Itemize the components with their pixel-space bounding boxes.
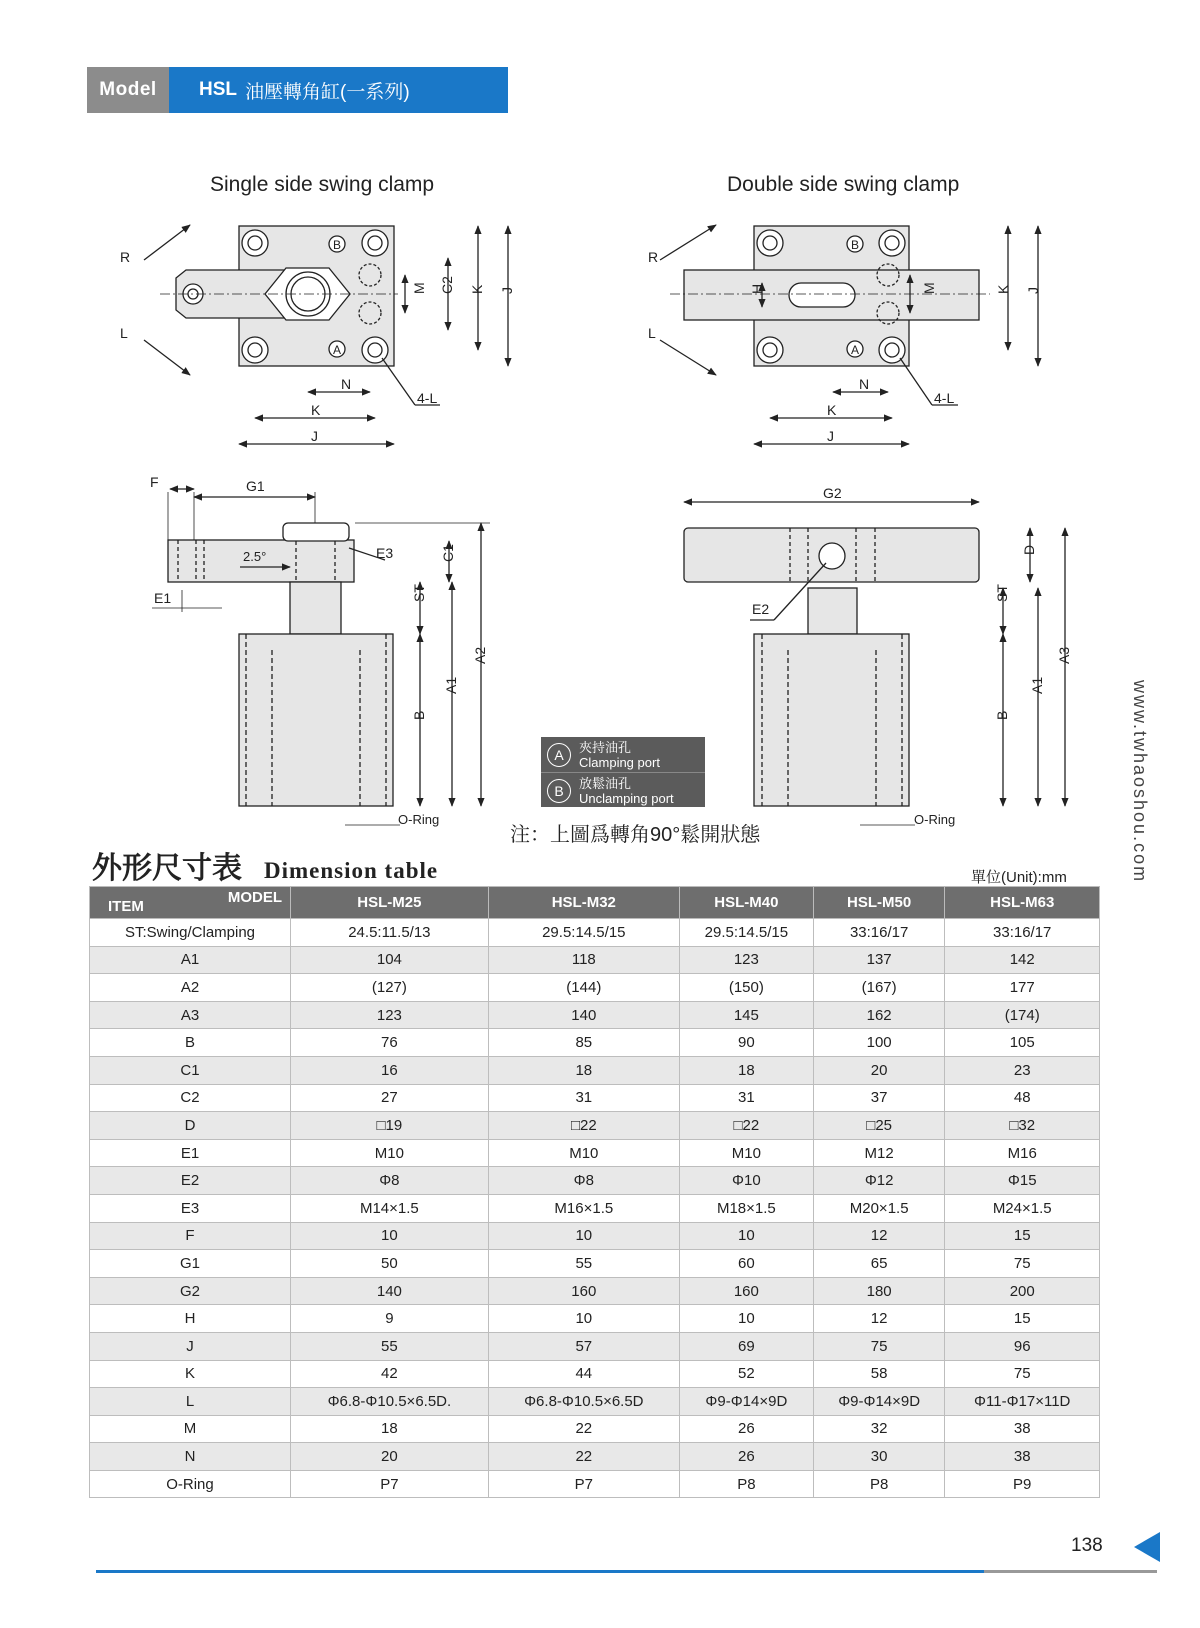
item-cell: C1 [90, 1056, 291, 1084]
value-cell: 75 [945, 1360, 1100, 1388]
single-side-view [152, 489, 490, 825]
svg-text:ST: ST [994, 584, 1010, 602]
value-cell: 104 [291, 946, 489, 974]
value-cell: 96 [945, 1332, 1100, 1360]
item-cell: G2 [90, 1277, 291, 1305]
value-cell: (144) [488, 974, 679, 1002]
svg-text:O-Ring: O-Ring [398, 812, 440, 827]
table-row [90, 1470, 1100, 1498]
value-cell: 38 [945, 1415, 1100, 1443]
value-cell: 10 [679, 1305, 813, 1333]
svg-text:F: F [150, 474, 159, 490]
single-top-view [144, 225, 508, 444]
double-side-view [684, 502, 1065, 825]
svg-text:L: L [648, 325, 656, 341]
unclamping-port-symbol: B [547, 779, 571, 803]
value-cell: 58 [813, 1360, 945, 1388]
value-cell: 18 [488, 1056, 679, 1084]
table-row [90, 974, 1100, 1002]
unit-label: 單位(Unit):mm [971, 869, 1067, 886]
value-cell: P7 [488, 1470, 679, 1498]
table-row [90, 1305, 1100, 1333]
svg-text:2.5°: 2.5° [243, 549, 267, 564]
value-cell: 38 [945, 1443, 1100, 1471]
value-cell: Φ6.8-Φ10.5×6.5D. [291, 1388, 489, 1416]
svg-text:L: L [120, 325, 128, 341]
table-row [90, 1001, 1100, 1029]
value-cell: 60 [679, 1250, 813, 1278]
item-cell: E3 [90, 1194, 291, 1222]
svg-text:E2: E2 [752, 601, 770, 617]
value-cell: 31 [488, 1084, 679, 1112]
item-cell: B [90, 1029, 291, 1057]
value-cell: 44 [488, 1360, 679, 1388]
svg-text:E3: E3 [376, 545, 394, 561]
value-cell: 65 [813, 1250, 945, 1278]
svg-text:4-L: 4-L [417, 390, 438, 406]
svg-text:A: A [851, 343, 860, 357]
svg-text:D: D [1021, 544, 1037, 555]
dimension-title-cn: 外形尺寸表 [92, 851, 242, 886]
value-cell: 118 [488, 946, 679, 974]
clamping-port-cn: 夾持油孔 [579, 739, 632, 755]
svg-text:R: R [120, 249, 131, 265]
value-cell: M14×1.5 [291, 1194, 489, 1222]
value-cell: 90 [679, 1029, 813, 1057]
svg-text:A: A [333, 343, 342, 357]
table-row [90, 1029, 1100, 1057]
model-label: Model [87, 67, 169, 113]
value-cell: M16 [945, 1139, 1100, 1167]
item-cell: L [90, 1388, 291, 1416]
value-cell: 75 [945, 1250, 1100, 1278]
port-legend [541, 737, 705, 807]
item-cell: ST:Swing/Clamping [90, 919, 291, 947]
value-cell: Φ8 [291, 1167, 489, 1195]
item-cell: A1 [90, 946, 291, 974]
svg-text:C1: C1 [440, 544, 456, 562]
value-cell: P7 [291, 1470, 489, 1498]
value-cell: 26 [679, 1415, 813, 1443]
table-row [90, 1250, 1100, 1278]
svg-text:N: N [341, 376, 352, 392]
item-cell: H [90, 1305, 291, 1333]
footer-line [96, 1570, 984, 1573]
website-url: www.twhaoshou.com [1130, 680, 1150, 884]
single-title: Single side swing clamp [210, 173, 435, 196]
value-cell: 177 [945, 974, 1100, 1002]
value-cell: 85 [488, 1029, 679, 1057]
value-cell: M10 [291, 1139, 489, 1167]
value-cell: 100 [813, 1029, 945, 1057]
value-cell: P9 [945, 1470, 1100, 1498]
svg-text:J: J [827, 428, 834, 444]
svg-text:M: M [921, 282, 937, 294]
dimension-title-en: Dimension table [264, 858, 439, 883]
item-cell: D [90, 1112, 291, 1140]
value-cell: 10 [488, 1222, 679, 1250]
model-column-header: HSL-M50 [813, 887, 945, 919]
svg-text:H: H [749, 283, 765, 294]
value-cell: 55 [291, 1332, 489, 1360]
item-cell: F [90, 1222, 291, 1250]
dimension-table [89, 886, 1100, 1498]
value-cell: 12 [813, 1222, 945, 1250]
table-row [90, 1056, 1100, 1084]
value-cell: 24.5:11.5/13 [291, 919, 489, 947]
model-header: MODEL [227, 889, 282, 906]
value-cell: Φ8 [488, 1167, 679, 1195]
value-cell: 50 [291, 1250, 489, 1278]
value-cell: □22 [679, 1112, 813, 1140]
item-cell: E2 [90, 1167, 291, 1195]
table-row [90, 1222, 1100, 1250]
value-cell: 15 [945, 1305, 1100, 1333]
value-cell: P8 [813, 1470, 945, 1498]
svg-text:K: K [469, 284, 485, 294]
table-row [90, 1277, 1100, 1305]
value-cell: 160 [488, 1277, 679, 1305]
value-cell: 33:16/17 [813, 919, 945, 947]
value-cell: M24×1.5 [945, 1194, 1100, 1222]
value-cell: 22 [488, 1443, 679, 1471]
value-cell: 42 [291, 1360, 489, 1388]
value-cell: 37 [813, 1084, 945, 1112]
item-cell: M [90, 1415, 291, 1443]
svg-text:O-Ring: O-Ring [914, 812, 956, 827]
value-cell: Φ9-Φ14×9D [679, 1388, 813, 1416]
value-cell: 29.5:14.5/15 [488, 919, 679, 947]
item-cell: K [90, 1360, 291, 1388]
svg-text:K: K [827, 402, 837, 418]
value-cell: (127) [291, 974, 489, 1002]
table-row [90, 1139, 1100, 1167]
table-body [90, 919, 1100, 1498]
value-cell: 18 [679, 1056, 813, 1084]
svg-text:M: M [411, 282, 427, 294]
legend-clamping [541, 737, 705, 772]
value-cell: 31 [679, 1084, 813, 1112]
svg-text:K: K [995, 284, 1011, 294]
table-row [90, 1167, 1100, 1195]
value-cell: 16 [291, 1056, 489, 1084]
value-cell: □22 [488, 1112, 679, 1140]
clamping-port-symbol: A [547, 743, 571, 767]
value-cell: 142 [945, 946, 1100, 974]
value-cell: M16×1.5 [488, 1194, 679, 1222]
value-cell: 27 [291, 1084, 489, 1112]
value-cell: Φ12 [813, 1167, 945, 1195]
svg-text:A3: A3 [1056, 646, 1072, 664]
svg-text:J: J [1025, 287, 1041, 294]
value-cell: 23 [945, 1056, 1100, 1084]
series-code: HSL [199, 79, 237, 100]
value-cell: 20 [291, 1443, 489, 1471]
svg-text:B: B [994, 710, 1010, 720]
value-cell: 33:16/17 [945, 919, 1100, 947]
svg-text:G1: G1 [246, 478, 265, 494]
item-cell: A3 [90, 1001, 291, 1029]
double-title: Double side swing clamp [727, 173, 960, 196]
item-cell: G1 [90, 1250, 291, 1278]
value-cell: 69 [679, 1332, 813, 1360]
value-cell: 20 [813, 1056, 945, 1084]
value-cell: M10 [679, 1139, 813, 1167]
value-cell: (167) [813, 974, 945, 1002]
value-cell: M20×1.5 [813, 1194, 945, 1222]
value-cell: Φ10 [679, 1167, 813, 1195]
svg-text:K: K [311, 402, 321, 418]
value-cell: 162 [813, 1001, 945, 1029]
svg-text:B: B [851, 238, 860, 252]
item-cell: C2 [90, 1084, 291, 1112]
series-name: 油壓轉角缸(一系列) [245, 81, 410, 103]
table-row [90, 1084, 1100, 1112]
value-cell: P8 [679, 1470, 813, 1498]
value-cell: Φ9-Φ14×9D [813, 1388, 945, 1416]
value-cell: 55 [488, 1250, 679, 1278]
table-row [90, 1112, 1100, 1140]
value-cell: 123 [291, 1001, 489, 1029]
table-row [90, 1360, 1100, 1388]
page-arrow-icon [1134, 1532, 1160, 1562]
value-cell: □19 [291, 1112, 489, 1140]
svg-text:J: J [499, 287, 515, 294]
table-header-row [90, 887, 1100, 919]
unclamping-port-en: Unclamping port [579, 790, 674, 806]
svg-text:B: B [333, 238, 342, 252]
svg-text:G2: G2 [823, 485, 842, 501]
item-cell: E1 [90, 1139, 291, 1167]
dimension-table-title [92, 843, 438, 887]
page-number: 138 [1071, 1535, 1103, 1556]
model-column-header: HSL-M63 [945, 887, 1100, 919]
svg-text:A2: A2 [472, 646, 488, 664]
value-cell: 12 [813, 1305, 945, 1333]
table-row [90, 1332, 1100, 1360]
value-cell: 140 [291, 1277, 489, 1305]
svg-text:4-L: 4-L [934, 390, 955, 406]
model-column-header: HSL-M40 [679, 887, 813, 919]
item-cell: A2 [90, 974, 291, 1002]
footer-line-gray [984, 1570, 1157, 1573]
value-cell: 160 [679, 1277, 813, 1305]
value-cell: 18 [291, 1415, 489, 1443]
value-cell: 22 [488, 1415, 679, 1443]
item-model-header [90, 887, 291, 919]
value-cell: 10 [291, 1222, 489, 1250]
svg-text:R: R [648, 249, 659, 265]
table-row [90, 946, 1100, 974]
value-cell: Φ6.8-Φ10.5×6.5D [488, 1388, 679, 1416]
value-cell: 9 [291, 1305, 489, 1333]
table-row [90, 1388, 1100, 1416]
value-cell: 29.5:14.5/15 [679, 919, 813, 947]
value-cell: M18×1.5 [679, 1194, 813, 1222]
svg-text:A1: A1 [443, 676, 459, 694]
svg-text:J: J [311, 428, 318, 444]
value-cell: □25 [813, 1112, 945, 1140]
svg-text:A1: A1 [1029, 676, 1045, 694]
unclamping-port-cn: 放鬆油孔 [579, 775, 632, 791]
table-row [90, 1415, 1100, 1443]
item-header: ITEM [108, 898, 144, 915]
value-cell: 145 [679, 1001, 813, 1029]
value-cell: M12 [813, 1139, 945, 1167]
value-cell: M10 [488, 1139, 679, 1167]
value-cell: 105 [945, 1029, 1100, 1057]
value-cell: 200 [945, 1277, 1100, 1305]
value-cell: 137 [813, 946, 945, 974]
value-cell: Φ11-Φ17×11D [945, 1388, 1100, 1416]
model-column-header: HSL-M32 [488, 887, 679, 919]
value-cell: 26 [679, 1443, 813, 1471]
value-cell: 52 [679, 1360, 813, 1388]
svg-text:N: N [859, 376, 870, 392]
value-cell: 140 [488, 1001, 679, 1029]
table-row [90, 1443, 1100, 1471]
value-cell: 15 [945, 1222, 1100, 1250]
value-cell: 10 [679, 1222, 813, 1250]
double-top-view [660, 225, 1038, 444]
item-cell: N [90, 1443, 291, 1471]
table-row [90, 919, 1100, 947]
item-cell: O-Ring [90, 1470, 291, 1498]
value-cell: 10 [488, 1305, 679, 1333]
table-row [90, 1194, 1100, 1222]
clamping-port-en: Clamping port [579, 754, 660, 770]
drawing-note: 注：上圖爲轉角90°鬆開狀態 [510, 824, 761, 846]
svg-text:B: B [411, 710, 427, 720]
value-cell: □32 [945, 1112, 1100, 1140]
value-cell: (150) [679, 974, 813, 1002]
value-cell: 75 [813, 1332, 945, 1360]
svg-text:C2: C2 [439, 276, 455, 294]
svg-text:E1: E1 [154, 590, 172, 606]
model-column-header: HSL-M25 [291, 887, 489, 919]
value-cell: 32 [813, 1415, 945, 1443]
value-cell: 180 [813, 1277, 945, 1305]
value-cell: 48 [945, 1084, 1100, 1112]
item-cell: J [90, 1332, 291, 1360]
value-cell: 76 [291, 1029, 489, 1057]
value-cell: (174) [945, 1001, 1100, 1029]
value-cell: Φ15 [945, 1167, 1100, 1195]
value-cell: 123 [679, 946, 813, 974]
value-cell: 57 [488, 1332, 679, 1360]
legend-unclamping [541, 772, 705, 808]
value-cell: 30 [813, 1443, 945, 1471]
svg-text:ST: ST [411, 584, 427, 602]
